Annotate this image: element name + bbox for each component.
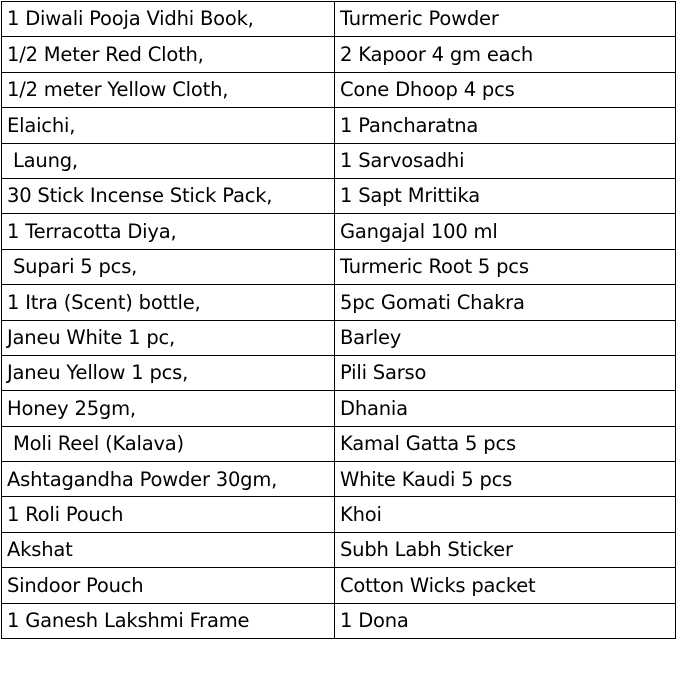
table-cell: Gangajal 100 ml [335, 214, 676, 249]
table-row [2, 568, 676, 603]
table-cell: White Kaudi 5 pcs [335, 462, 676, 497]
table-cell: Ashtagandha Powder 30gm, [2, 462, 335, 497]
table-cell: 30 Stick Incense Stick Pack, [2, 178, 335, 213]
table-cell: Dhania [335, 391, 676, 426]
table-row [2, 2, 676, 37]
table-row [2, 108, 676, 143]
table-cell: Pili Sarso [335, 355, 676, 390]
table-cell: Supari 5 pcs, [2, 249, 335, 284]
table-cell: Sindoor Pouch [2, 568, 335, 603]
table-cell: 2 Kapoor 4 gm each [335, 37, 676, 72]
table-cell: 1/2 meter Yellow Cloth, [2, 72, 335, 107]
table-row [2, 355, 676, 390]
table-cell: 1 Diwali Pooja Vidhi Book, [2, 2, 335, 37]
item-table-body [2, 2, 676, 639]
table-row [2, 497, 676, 532]
table-row [2, 603, 676, 638]
table-row [2, 37, 676, 72]
table-row [2, 532, 676, 567]
table-cell: Turmeric Powder [335, 2, 676, 37]
table-cell: 5pc Gomati Chakra [335, 285, 676, 320]
table-row [2, 72, 676, 107]
table-row [2, 249, 676, 284]
table-row [2, 143, 676, 178]
table-cell: Cotton Wicks packet [335, 568, 676, 603]
table-cell: Khoi [335, 497, 676, 532]
table-row [2, 285, 676, 320]
table-cell: Akshat [2, 532, 335, 567]
table-row [2, 462, 676, 497]
table-cell: 1 Dona [335, 603, 676, 638]
table-cell: 1 Sarvosadhi [335, 143, 676, 178]
table-cell: Moli Reel (Kalava) [2, 426, 335, 461]
table-cell: Cone Dhoop 4 pcs [335, 72, 676, 107]
table-row [2, 426, 676, 461]
table-row [2, 391, 676, 426]
table-cell: Elaichi, [2, 108, 335, 143]
table-cell: Janeu White 1 pc, [2, 320, 335, 355]
table-cell: 1/2 Meter Red Cloth, [2, 37, 335, 72]
table-cell: 1 Itra (Scent) bottle, [2, 285, 335, 320]
table-cell: 1 Pancharatna [335, 108, 676, 143]
table-cell: 1 Roli Pouch [2, 497, 335, 532]
table-cell: Laung, [2, 143, 335, 178]
table-cell: 1 Sapt Mrittika [335, 178, 676, 213]
table-cell: Turmeric Root 5 pcs [335, 249, 676, 284]
table-cell: Janeu Yellow 1 pcs, [2, 355, 335, 390]
table-row [2, 320, 676, 355]
table-row [2, 178, 676, 213]
table-cell: Kamal Gatta 5 pcs [335, 426, 676, 461]
item-table [1, 1, 676, 639]
table-cell: 1 Terracotta Diya, [2, 214, 335, 249]
table-row [2, 214, 676, 249]
table-cell: Barley [335, 320, 676, 355]
table-cell: 1 Ganesh Lakshmi Frame [2, 603, 335, 638]
table-cell: Subh Labh Sticker [335, 532, 676, 567]
table-cell: Honey 25gm, [2, 391, 335, 426]
